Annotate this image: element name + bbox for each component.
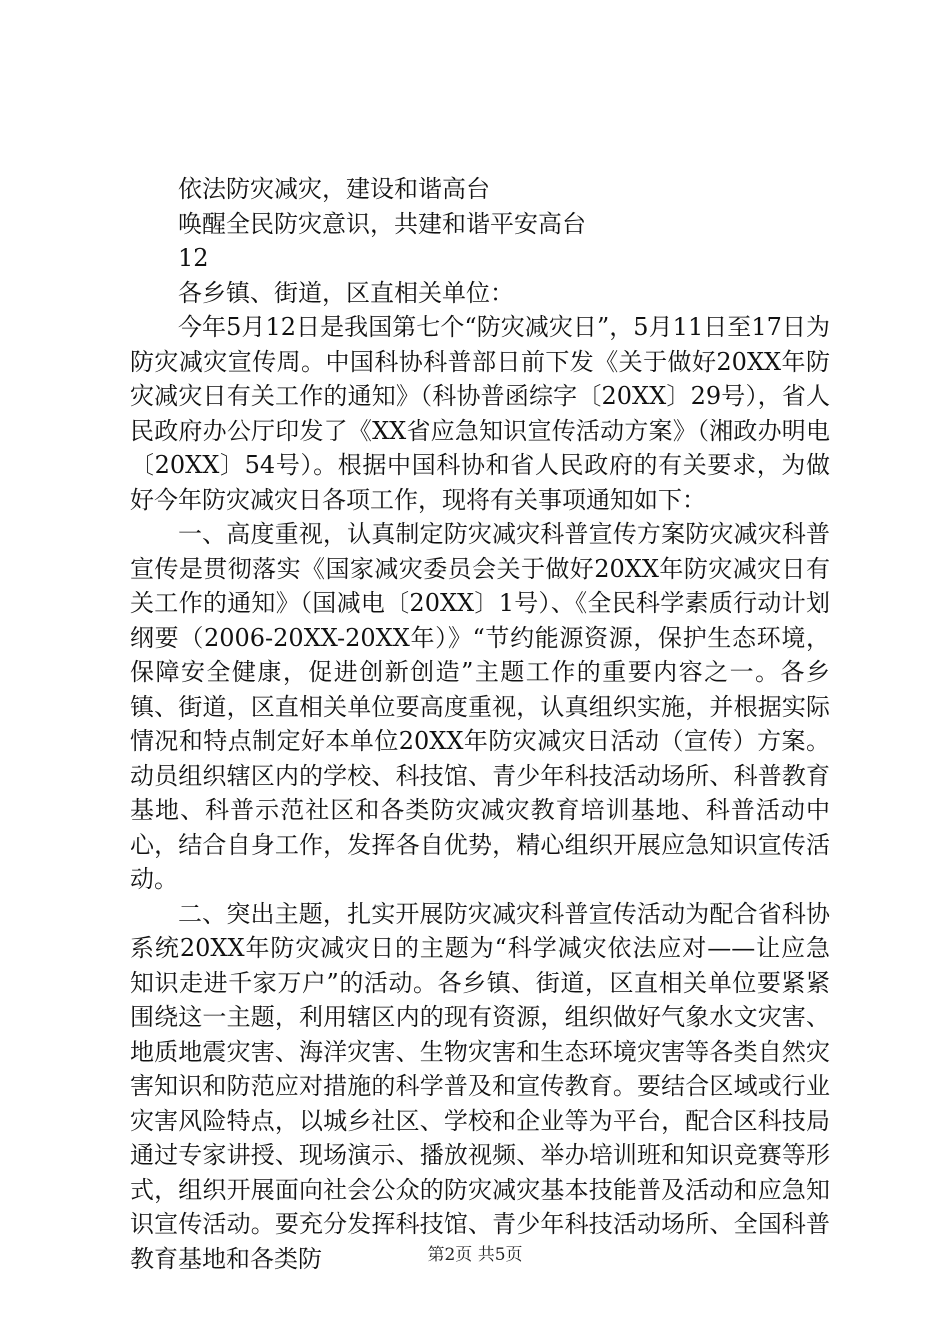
document-body — [130, 172, 830, 1276]
paragraph-3: 二、突出主题，扎实开展防灾减灾科普宣传活动为配合省科协系统20XX年防灾减灾日的主题为“科学减灾依法应对——让应急知识走进千家万户”的活动。各乡镇、街道，区直相关单位要紧紧围绕这一主题，利用辖区内的现有资源，组织做好气象水文灾害、地质地震灾害、海洋灾害、生物灾害和生态环境灾害等各类自然灾害知识和防范应对措施的科学普及和宣传教育。要结合区域或行业灾害风险特点，以城乡社区、学校和企业等为平台，配合区科技局通过专家讲授、现场演示、播放视频、举办培训班和知识竞赛等形式，组织开展面向社会公众的防灾减灾基本技能普及活动和应急知识宣传活动。要充分发挥科技馆、青少年科技活动场所、全国科普教育基地和各类防 — [130, 899, 830, 1273]
paragraph-1: 今年5月12日是我国第七个“防灾减灾日”，5月11日至17日为防灾减灾宣传周。中国科协科普部日前下发《关于做好20XX年防灾减灾日有关工作的通知》（科协普函综字〔20XX〕29号），省人民政府办公厅印发了《XX省应急知识宣传活动方案》（湘政办明电〔20XX〕54号）。根据中国科协和省人民政府的有关要求，为做好今年防灾减灾日各项工作，现将有关事项通知如下： — [130, 313, 830, 514]
page-footer: 第2页 共5页 — [427, 1245, 523, 1265]
title-line-1: 依法防灾减灾，建设和谐高台 — [178, 175, 490, 203]
title-line-2: 唤醒全民防灾意识，共建和谐平安高台 — [178, 209, 586, 238]
salutation: 各乡镇、街道，区直相关单位： — [178, 278, 514, 307]
number-line: 12 — [178, 244, 209, 272]
paragraph-2: 一、高度重视，认真制定防灾减灾科普宣传方案防灾减灾科普宣传是贯彻落实《国家减灾委员会关于做好20XX年防灾减灾日有关工作的通知》（国减电〔20XX〕1号）、《全民科学素质行动计划纲要（2006-20XX-20XX年）》“节约能源资源，保护生态环境，保障安全健康，促进创新创造”主题工作的重要内容之一。各乡镇、街道，区直相关单位要高度重视，认真组织实施，并根据实际情况和特点制定好本单位20XX年防灾减灾日活动（宣传）方案。动员组织辖区内的学校、科技馆、青少年科技活动场所、科普教育基地、科普示范社区和各类防灾减灾教育培训基地、科普活动中心，结合自身工作，发挥各自优势，精心组织开展应急知识宣传活动。 — [130, 520, 830, 893]
